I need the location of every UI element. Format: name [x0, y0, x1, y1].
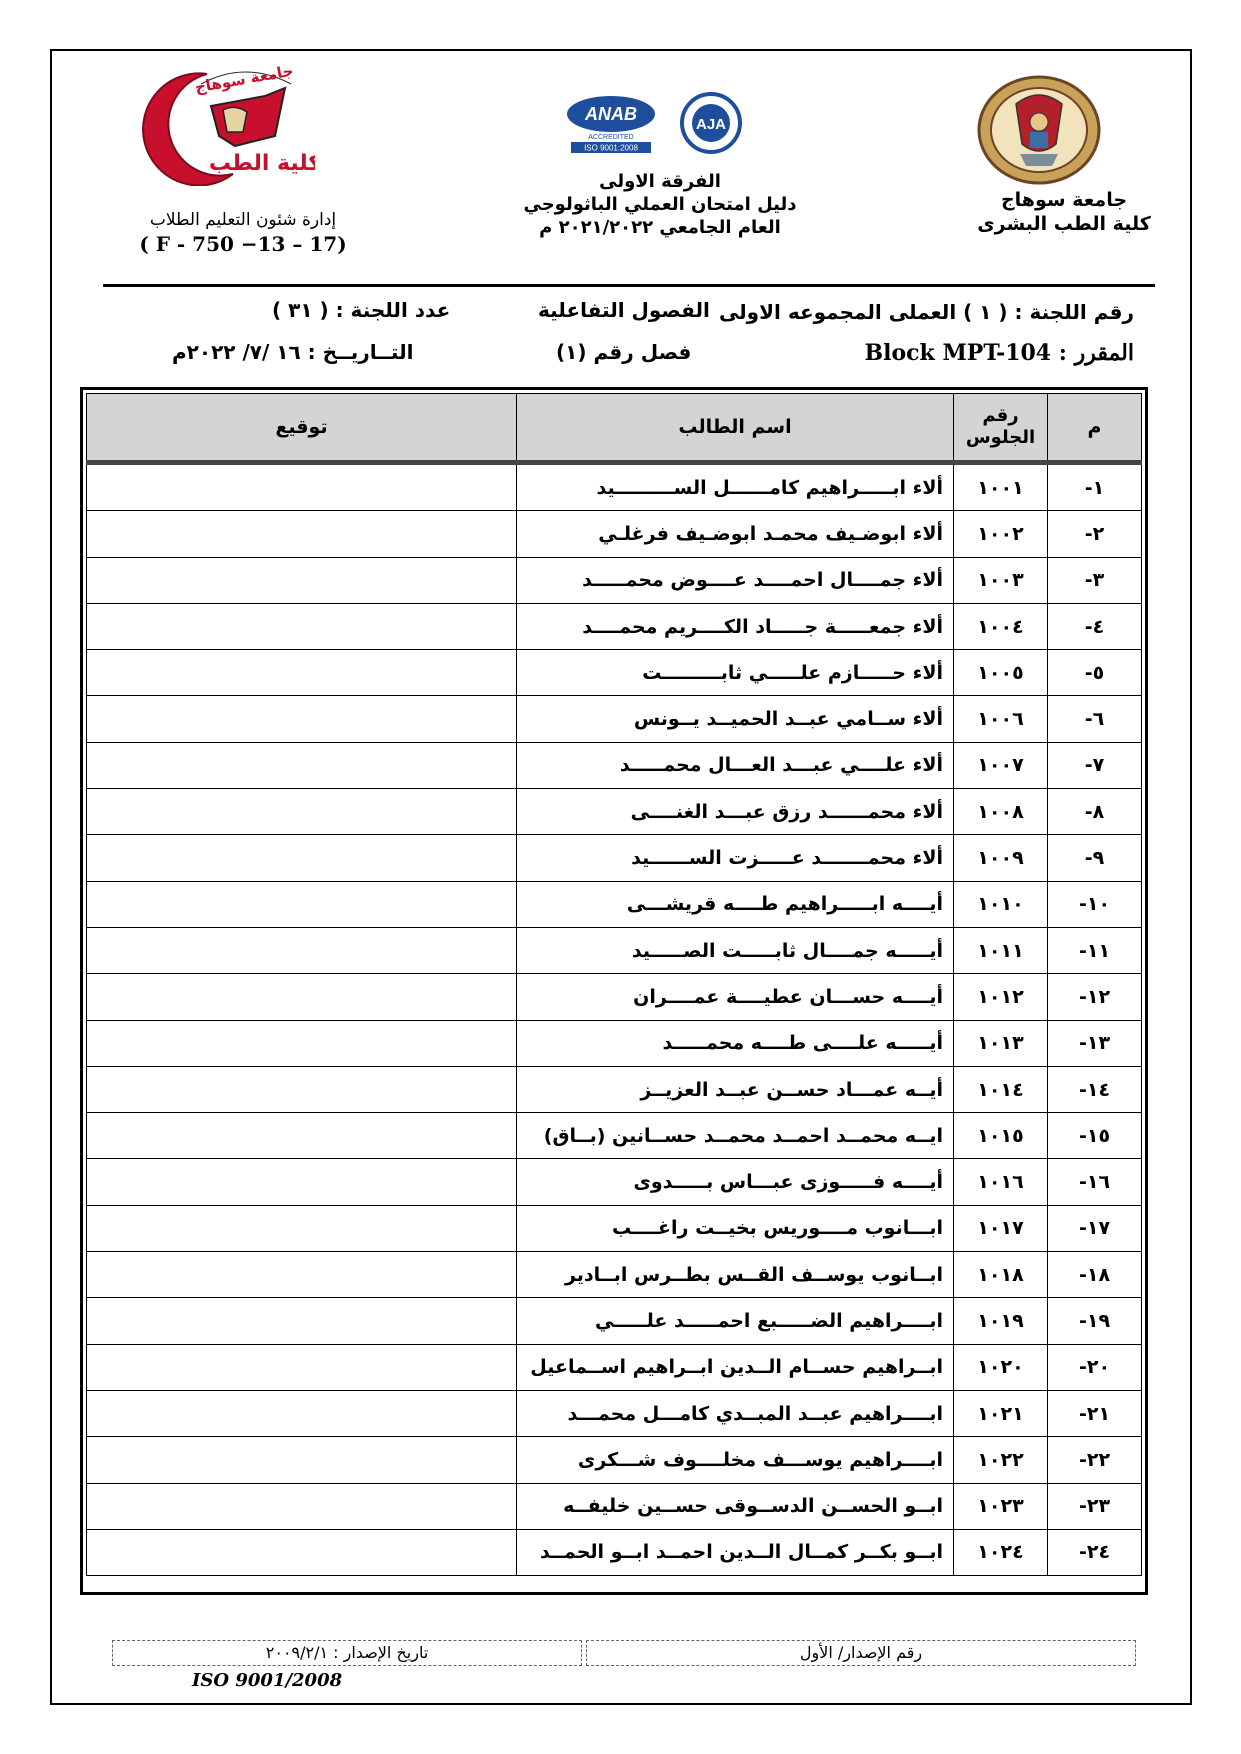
row-signature-cell: [87, 511, 517, 557]
row-index: ٥-: [1048, 650, 1142, 696]
row-seat-number: ١٠١٩: [954, 1298, 1048, 1344]
row-student-name: ايــه محمــد احمــد محمــد حســانين (بــاق): [517, 1113, 954, 1159]
row-seat-number: ١٠٢٣: [954, 1483, 1048, 1529]
table-row: [87, 696, 1142, 742]
row-signature-cell: [87, 927, 517, 973]
university-name: جامعة سوهاج: [1000, 189, 1128, 211]
row-seat-number: ١٠٢٤: [954, 1529, 1048, 1575]
row-student-name: ابــــراهيم عبــد المبــدي كامـــل محمـــد: [517, 1390, 954, 1436]
table-row: [87, 789, 1142, 835]
table-row: [87, 511, 1142, 557]
row-index: ١٣-: [1048, 1020, 1142, 1066]
table-row: [87, 1066, 1142, 1112]
table-row: [87, 1483, 1142, 1529]
row-signature-cell: [87, 789, 517, 835]
row-seat-number: ١٠٠٥: [954, 650, 1048, 696]
row-index: ١٥-: [1048, 1113, 1142, 1159]
exam-heading: [520, 170, 800, 239]
row-student-name: ألاء علــــي عبـــد العـــال محمـــــد: [517, 742, 954, 788]
row-seat-number: ١٠١٠: [954, 881, 1048, 927]
table-row: [87, 1205, 1142, 1251]
row-index: ١٢-: [1048, 974, 1142, 1020]
row-signature-cell: [87, 835, 517, 881]
row-signature-cell: [87, 1113, 517, 1159]
row-seat-number: ١٠٠٣: [954, 557, 1048, 603]
row-signature-cell: [87, 1020, 517, 1066]
row-signature-cell: [87, 881, 517, 927]
row-index: ١٠-: [1048, 881, 1142, 927]
row-student-name: ابــانوب يوســف القــس بطــرس ابــادير: [517, 1252, 954, 1298]
row-student-name: أيـــــه جمــــال ثابـــــت الصـــــيد: [517, 927, 954, 973]
row-student-name: ابــو بكــر كمــال الــدين احمــد ابــو الحمــد: [517, 1529, 954, 1575]
row-signature-cell: [87, 1159, 517, 1205]
table-row: [87, 881, 1142, 927]
table-row: [87, 1298, 1142, 1344]
row-student-name: ابــــراهيم الضـــــبع احمـــــد علـــــي: [517, 1298, 954, 1344]
col-index: م: [1048, 394, 1142, 463]
table-row: [87, 1529, 1142, 1575]
faculty-name: كلية الطب البشرى: [977, 213, 1151, 235]
row-signature-cell: [87, 974, 517, 1020]
exam-date: التــاريــخ : ١٦ /٧/ ٢٠٢٢م: [172, 340, 414, 364]
table-row: [87, 603, 1142, 649]
row-seat-number: ١٠١٧: [954, 1205, 1048, 1251]
col-signature: توقيع: [87, 394, 517, 463]
row-signature-cell: [87, 1344, 517, 1390]
class-number: فصل رقم (١): [556, 340, 692, 364]
row-seat-number: ١٠١٨: [954, 1252, 1048, 1298]
row-index: ٩-: [1048, 835, 1142, 881]
row-seat-number: ١٠٢٢: [954, 1437, 1048, 1483]
row-signature-cell: [87, 1205, 517, 1251]
row-index: ١-: [1048, 463, 1142, 511]
table-row: [87, 557, 1142, 603]
row-student-name: ألاء محمــــــد رزق عبـــد الغنــــى: [517, 789, 954, 835]
header-divider: [103, 284, 1155, 287]
table-row: [87, 835, 1142, 881]
row-seat-number: ١٠١٦: [954, 1159, 1048, 1205]
table-row: [87, 1159, 1142, 1205]
row-student-name: ألاء ابـــــراهيم كامــــــل الســـــــــيد: [517, 463, 954, 511]
row-student-name: أيــــه ابـــــراهيم طــــه قريشـــى: [517, 881, 954, 927]
row-student-name: ألاء ابوضـيف محمـد ابوضـيف فرغلـي: [517, 511, 954, 557]
row-seat-number: ١٠١٢: [954, 974, 1048, 1020]
row-student-name: ألاء ســامي عبــد الحميــد يــونس: [517, 696, 954, 742]
row-seat-number: ١٠٠٢: [954, 511, 1048, 557]
row-index: ١٨-: [1048, 1252, 1142, 1298]
row-student-name: ألاء محمـــــــد عـــــزت الســــــيد: [517, 835, 954, 881]
guide-title: دليل امتحان العملي الباثولوجي: [523, 194, 797, 215]
row-signature-cell: [87, 1529, 517, 1575]
row-student-name: ابــــراهيم يوســـف مخلــــوف شـــكرى: [517, 1437, 954, 1483]
table-row: [87, 1020, 1142, 1066]
row-index: ٣-: [1048, 557, 1142, 603]
row-index: ٢-: [1048, 511, 1142, 557]
row-signature-cell: [87, 1298, 517, 1344]
table-row: [87, 650, 1142, 696]
row-seat-number: ١٠١٥: [954, 1113, 1048, 1159]
faculty-logo-text: كلية الطب: [208, 151, 315, 176]
anab-text: ANAB: [585, 104, 637, 124]
year-level: الفرقة الاولى: [599, 171, 721, 192]
row-signature-cell: [87, 603, 517, 649]
table-row: [87, 1252, 1142, 1298]
row-index: ٨-: [1048, 789, 1142, 835]
row-student-name: ألاء جمعـــــة جـــــاد الكــــريم محمــــد: [517, 603, 954, 649]
table-row: [87, 927, 1142, 973]
row-seat-number: ١٠١٣: [954, 1020, 1048, 1066]
table-row: [87, 974, 1142, 1020]
row-index: ١٩-: [1048, 1298, 1142, 1344]
row-student-name: أيــــه حســـان عطيــــة عمــــران: [517, 974, 954, 1020]
row-student-name: ألاء جمــــال احمــــد عــــوض محمـــــد: [517, 557, 954, 603]
row-seat-number: ١٠٠٦: [954, 696, 1048, 742]
row-student-name: أيــــه فـــــوزى عبـــاس بـــــدوى: [517, 1159, 954, 1205]
row-index: ٢٤-: [1048, 1529, 1142, 1575]
row-index: ١١-: [1048, 927, 1142, 973]
row-student-name: ابــراهيم حســام الــدين ابــراهيم اســماعيل: [517, 1344, 954, 1390]
issue-date-box: تاريخ الإصدار : ٢٠٠٩/٢/١: [112, 1640, 582, 1666]
row-signature-cell: [87, 650, 517, 696]
row-index: ١٦-: [1048, 1159, 1142, 1205]
row-student-name: ابــو الحســن الدســوقى حســين خليفــه: [517, 1483, 954, 1529]
committee-count: عدد اللجنة : ( ٣١ ): [272, 298, 451, 322]
classrooms-label: الفصول التفاعلية: [538, 298, 710, 322]
row-index: ٢٣-: [1048, 1483, 1142, 1529]
col-seat-line2: الجلوس: [965, 427, 1036, 448]
col-seat-line1: رقم: [982, 405, 1019, 426]
row-student-name: ألاء حـــــازم علـــــي ثابـــــــــت: [517, 650, 954, 696]
row-seat-number: ١٠٠٧: [954, 742, 1048, 788]
row-index: ٦-: [1048, 696, 1142, 742]
row-seat-number: ١٠٠٩: [954, 835, 1048, 881]
row-index: ١٤-: [1048, 1066, 1142, 1112]
version-box: رقم الإصدار/ الأول: [586, 1640, 1136, 1666]
faculty-logo-arc-text: جامعة سوهاج: [193, 66, 295, 97]
row-index: ٢٢-: [1048, 1437, 1142, 1483]
row-seat-number: ١٠٠٨: [954, 789, 1048, 835]
anab-iso-text: ISO 9001:2008: [584, 143, 638, 153]
department-name: إدارة شئون التعليم الطلاب: [149, 210, 337, 230]
aja-text: AJA: [695, 116, 727, 133]
row-seat-number: ١٠١١: [954, 927, 1048, 973]
row-signature-cell: [87, 1437, 517, 1483]
table-row: [87, 463, 1142, 511]
row-index: ٤-: [1048, 603, 1142, 649]
row-index: ٧-: [1048, 742, 1142, 788]
row-seat-number: ١٠٢٠: [954, 1344, 1048, 1390]
table-row: [87, 1390, 1142, 1436]
row-signature-cell: [87, 557, 517, 603]
university-heading: [964, 188, 1164, 236]
row-signature-cell: [87, 1483, 517, 1529]
row-signature-cell: [87, 1252, 517, 1298]
faculty-logo: [115, 66, 315, 186]
form-code: ( F - 750 −13 – 17): [139, 232, 347, 256]
anab-sub-text: ACCREDITED: [588, 134, 634, 141]
row-student-name: ابـــانوب مــــوريس بخيــت راغــــب: [517, 1205, 954, 1251]
row-seat-number: ١٠٢١: [954, 1390, 1048, 1436]
department-heading: [128, 208, 358, 256]
row-index: ١٧-: [1048, 1205, 1142, 1251]
row-signature-cell: [87, 463, 517, 511]
committee-number: رقم اللجنة : ( ١ ) العملى المجموعه الاولى: [718, 300, 1134, 324]
certification-logos: [565, 92, 755, 154]
row-signature-cell: [87, 1066, 517, 1112]
row-student-name: أيــه عمـــاد حســن عبــد العزيــز: [517, 1066, 954, 1112]
iso-label: ISO 9001/2008: [192, 1670, 343, 1691]
students-table: [80, 387, 1148, 1595]
row-seat-number: ١٠٠١: [954, 463, 1048, 511]
row-student-name: أيـــــه علــــى طــــه محمـــــد: [517, 1020, 954, 1066]
row-signature-cell: [87, 696, 517, 742]
table-row: [87, 1113, 1142, 1159]
row-seat-number: ١٠٠٤: [954, 603, 1048, 649]
table-row: [87, 1344, 1142, 1390]
table-header-row: [87, 394, 1142, 463]
row-signature-cell: [87, 742, 517, 788]
col-seat: [954, 394, 1048, 463]
row-signature-cell: [87, 1390, 517, 1436]
university-seal-logo: [976, 74, 1102, 186]
row-seat-number: ١٠١٤: [954, 1066, 1048, 1112]
table-row: [87, 1437, 1142, 1483]
table-row: [87, 742, 1142, 788]
row-index: ٢٠-: [1048, 1344, 1142, 1390]
col-name: اسم الطالب: [517, 394, 954, 463]
academic-year: العام الجامعي ٢٠٢١/٢٠٢٢ م: [539, 217, 781, 238]
course-code: المقرر : Block MPT-104: [864, 340, 1134, 366]
row-index: ٢١-: [1048, 1390, 1142, 1436]
